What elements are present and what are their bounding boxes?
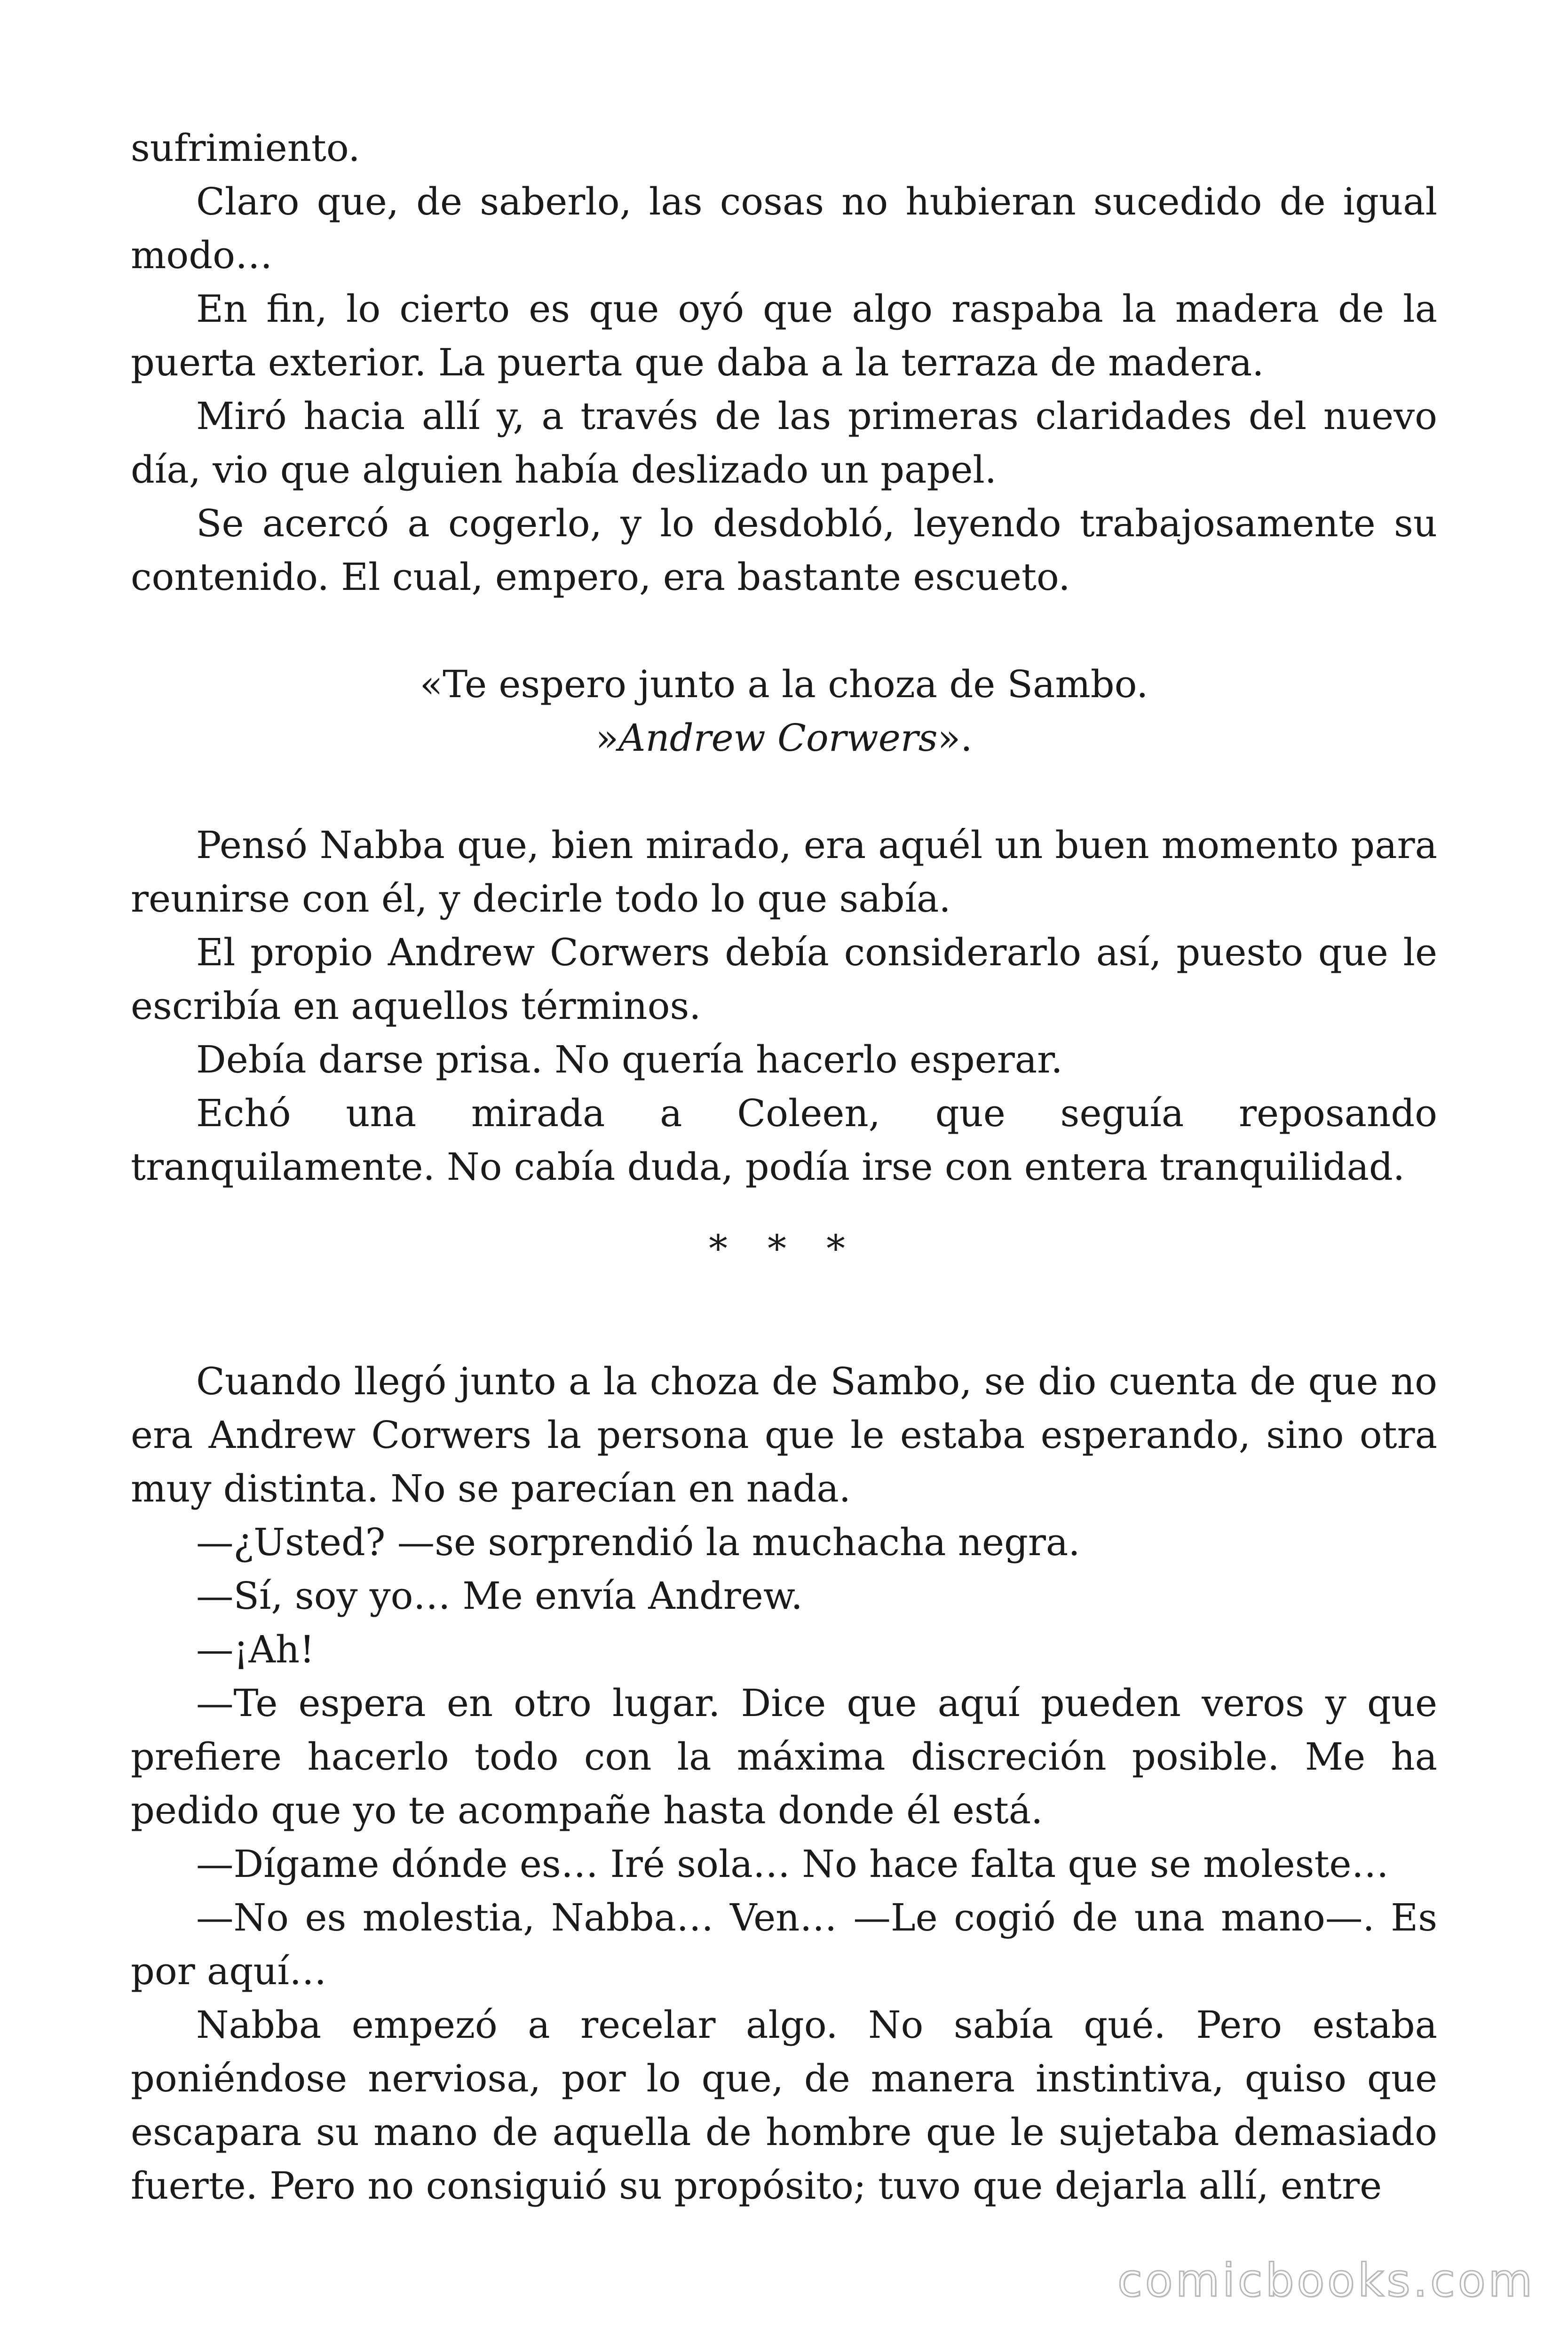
- letter-signature: Andrew Corwers: [618, 716, 938, 760]
- paragraph: Se acercó a cogerlo, y lo desdobló, leyendo trabajosamente su contenido. El cual, empero, era bastante escueto.: [131, 501, 1437, 599]
- letter-line: «Te espero junto a la choza de Sambo.: [420, 662, 1148, 706]
- quote-mark: »: [595, 716, 619, 760]
- paragraph: Echó una mirada a Coleen, que seguía reposando tranquilamente. No cabía duda, podía irse con entera tranquilidad.: [131, 1091, 1437, 1189]
- dialogue-line: —¡Ah!: [196, 1628, 315, 1671]
- dialogue-line: —Dígame dónde es… Iré sola… No hace falta que se moleste…: [196, 1842, 1389, 1886]
- paragraph: Claro que, de saberlo, las cosas no hubieran sucedido de igual modo…: [131, 180, 1437, 277]
- paragraph: Nabba empezó a recelar algo. No sabía qué. Pero estaba poniéndose nerviosa, por lo que, de manera instintiva, quiso que escapara su mano de aquella de hombre que le sujetaba demasiado fuerte. Pero no consiguió su propósito; tuvo que dejarla allí, entre: [131, 2003, 1437, 2208]
- paragraph: Debía darse prisa. No quería hacerlo esperar.: [196, 1038, 1063, 1081]
- paragraph: sufrimiento.: [131, 126, 360, 170]
- paragraph: El propio Andrew Corwers debía considerarlo así, puesto que le escribía en aquellos términos.: [131, 930, 1437, 1028]
- paragraph: Miró hacia allí y, a través de las primeras claridades del nuevo día, vio que alguien había deslizado un papel.: [131, 394, 1437, 492]
- dialogue-line: —Sí, soy yo… Me envía Andrew.: [196, 1574, 803, 1618]
- dialogue-line: —No es molestia, Nabba… Ven… —Le cogió de una mano—. Es por aquí…: [131, 1896, 1437, 1993]
- dialogue-line: —Te espera en otro lugar. Dice que aquí pueden veros y que prefiere hacerlo todo con la máxima discreción posible. Me ha pedido que yo te acompañe hasta donde él está.: [131, 1681, 1437, 1832]
- paragraph: Pensó Nabba que, bien mirado, era aquél un buen momento para reunirse con él, y decirle todo lo que sabía.: [131, 823, 1437, 921]
- section-separator: * * *: [709, 1227, 859, 1271]
- book-page: [131, 121, 1437, 2213]
- paragraph: En fin, lo cierto es que oyó que algo raspaba la madera de la puerta exterior. La puerta que daba a la terraza de madera.: [131, 287, 1437, 384]
- paragraph: Cuando llegó junto a la choza de Sambo, se dio cuenta de que no era Andrew Corwers la persona que le estaba esperando, sino otra muy distinta. No se parecían en nada.: [131, 1359, 1437, 1510]
- dialogue-line: —¿Usted? —se sorprendió la muchacha negra.: [196, 1520, 1080, 1564]
- letter-signature-line: [131, 711, 1437, 765]
- quoted-letter: [131, 658, 1437, 765]
- watermark: comicbooks.com: [1117, 2254, 1535, 2307]
- quote-mark: ».: [937, 716, 973, 760]
